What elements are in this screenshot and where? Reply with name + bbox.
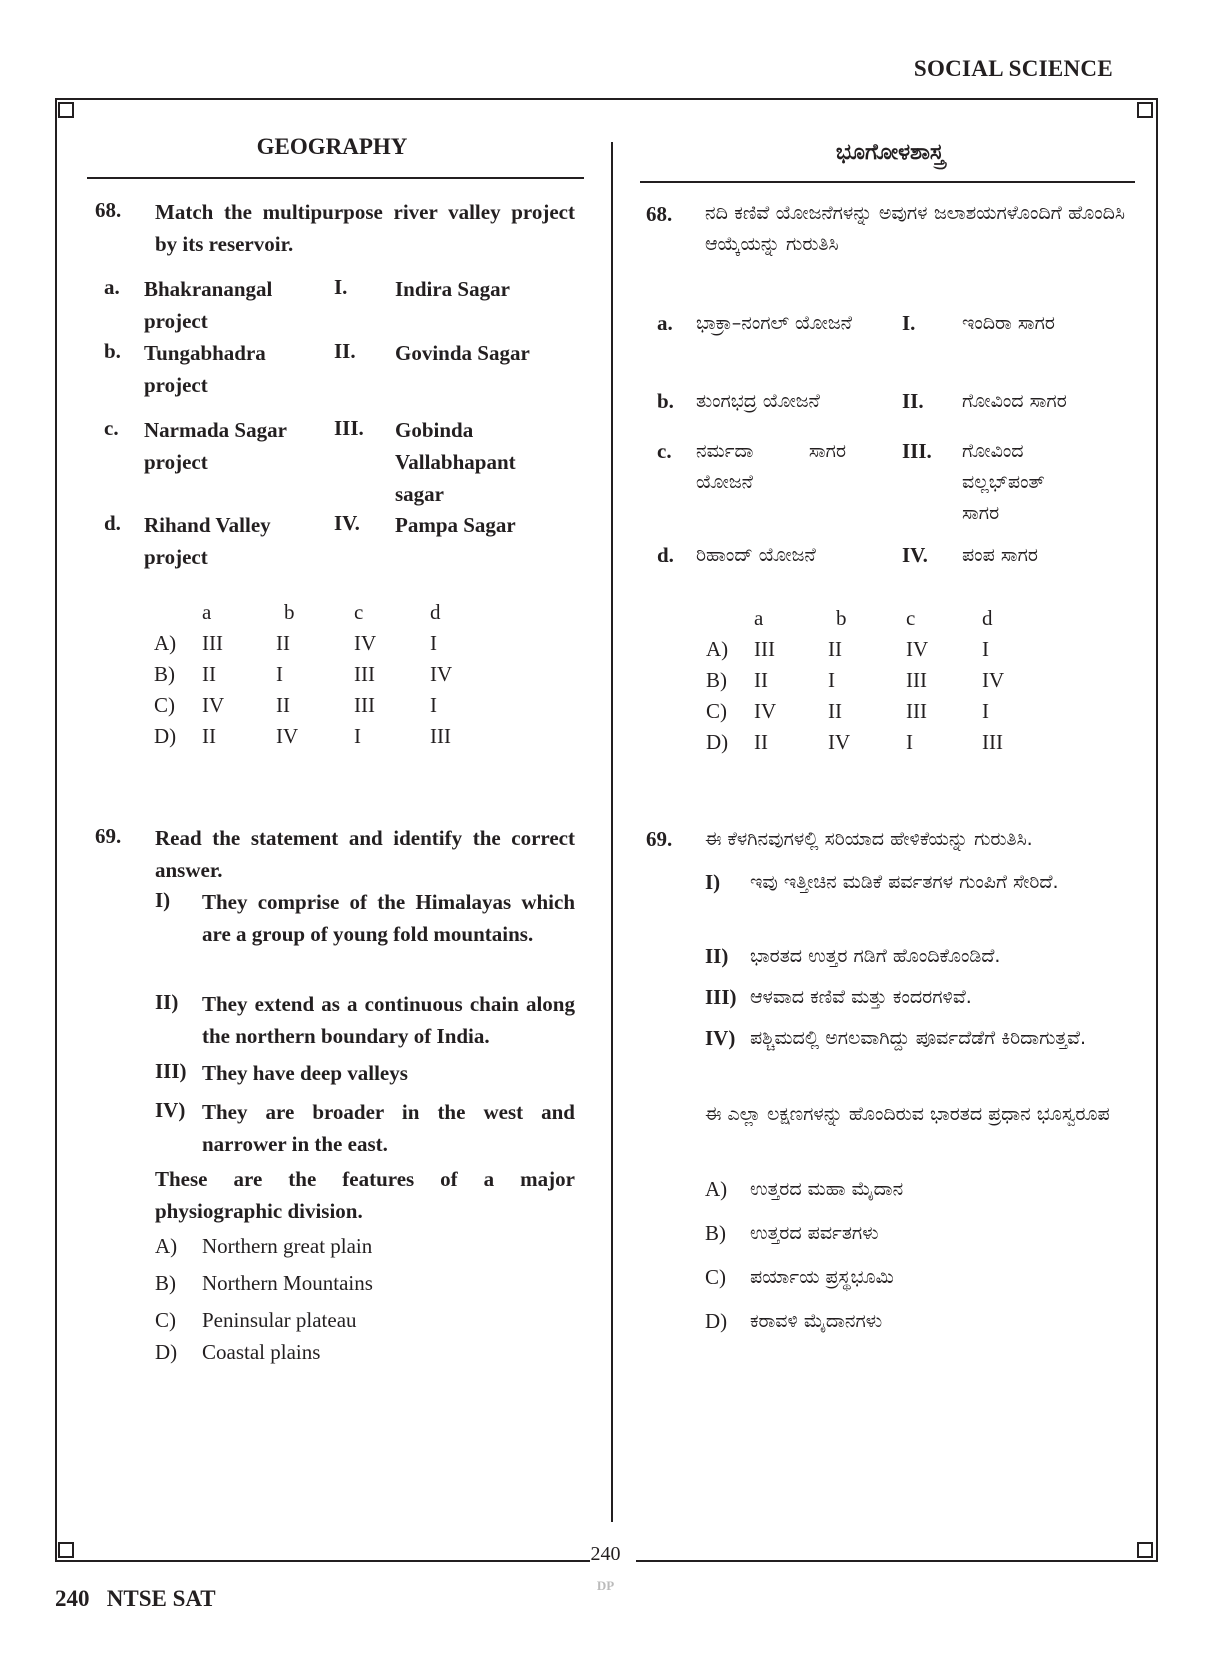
statement-label: IV): [155, 1098, 186, 1122]
pair-match: ಇಂದಿರಾ ಸಾಗರ: [962, 312, 1055, 334]
option-text: Coastal plains: [202, 1340, 321, 1364]
pair-match: Indira Sagar: [395, 277, 510, 301]
option-label: C): [705, 1265, 726, 1289]
pair-item: ರಿಹಾಂದ್ ಯೋಜನೆ: [696, 544, 816, 566]
option-label: C): [155, 1308, 176, 1332]
option-value: III: [354, 693, 375, 717]
option-label: A): [705, 1177, 728, 1201]
question-text: Match the multipurpose river valley project by its reservoir.: [155, 200, 575, 256]
option-label: B): [154, 662, 175, 686]
answer-option[interactable]: [706, 637, 1026, 668]
answer-grid: [706, 606, 1026, 761]
pair-item: Rihand Valley project: [144, 513, 271, 569]
frame-corner-ornament: [1137, 102, 1153, 118]
option-value: I: [828, 668, 835, 692]
statement-label: I): [705, 870, 721, 894]
statement-text: They extend as a continuous chain along the northern boundary of India.: [202, 992, 575, 1048]
option-label: C): [154, 693, 175, 717]
option-label: A): [155, 1234, 178, 1258]
question-number: 69.: [95, 824, 122, 848]
pair-roman: III.: [334, 416, 364, 440]
pair-match: ಗೋವಿಂದ ಸಾಗರ: [962, 390, 1067, 412]
option-label: B): [705, 1221, 726, 1245]
option-text: Peninsular plateau: [202, 1308, 357, 1332]
kannada-title-rule: [640, 181, 1135, 183]
grid-col-label: a: [754, 606, 764, 630]
pair-item: ತುಂಗಭದ್ರ ಯೋಜನೆ: [696, 390, 820, 412]
option-value: III: [354, 662, 375, 686]
option-label: C): [706, 699, 727, 723]
option-text: ಉತ್ತರದ ಪರ್ವತಗಳು: [750, 1222, 879, 1244]
page-number: 240: [590, 1543, 621, 1565]
option-label: D): [705, 1309, 728, 1333]
option-value: III: [754, 637, 775, 661]
statement-text: ಇವು ಇತ್ತೀಚಿನ ಮಡಿಕೆ ಪರ್ವತಗಳ ಗುಂಪಿಗೆ ಸೇರಿದೆ.: [750, 871, 1059, 893]
option-value: II: [276, 693, 290, 717]
statement-text: They have deep valleys: [202, 1061, 408, 1085]
pair-roman: I.: [334, 275, 348, 299]
kannada-section-title: ಭೂಗೋಳಶಾಸ್ತ್ರ: [835, 140, 945, 165]
watermark-text: DP: [596, 1578, 615, 1593]
pair-roman: IV.: [334, 511, 360, 535]
statement-text: They are broader in the west and narrower in the east.: [202, 1100, 575, 1156]
pair-item: ನರ್ಮದಾ ಸಾಗರ ಯೋಜನೆ: [696, 440, 846, 493]
question-number: 68.: [95, 198, 122, 222]
pair-roman: II.: [902, 389, 924, 413]
option-value: IV: [906, 637, 929, 661]
grid-col-label: a: [202, 600, 212, 624]
option-value: III: [982, 730, 1003, 754]
answer-option[interactable]: [154, 662, 474, 693]
option-value: II: [754, 730, 768, 754]
option-value: III: [430, 724, 451, 748]
grid-col-label: d: [982, 606, 993, 630]
pair-letter: b.: [657, 389, 674, 413]
question-conclusion: These are the features of a major physiographic division.: [155, 1167, 575, 1223]
grid-col-label: b: [284, 600, 295, 624]
option-value: III: [906, 668, 927, 692]
option-value: I: [276, 662, 283, 686]
option-value: IV: [276, 724, 299, 748]
pair-match: Gobinda Vallabhapant sagar: [395, 418, 516, 506]
question-text: ಈ ಕೆಳಗಿನವುಗಳಲ್ಲಿ ಸರಿಯಾದ ಹೇಳಿಕೆಯನ್ನು ಗುರುತಿಸಿ.: [705, 828, 1033, 850]
statement-text: ಆಳವಾದ ಕಣಿವೆ ಮತ್ತು ಕಂದರಗಳಿವೆ.: [750, 986, 972, 1008]
pair-item: Tungabhadra project: [144, 341, 266, 397]
option-label: A): [154, 631, 177, 655]
grid-header-row: [154, 600, 474, 631]
option-value: I: [982, 699, 989, 723]
pair-letter: a.: [657, 311, 673, 335]
answer-grid: [154, 600, 474, 755]
english-section-title: GEOGRAPHY: [256, 134, 408, 159]
grid-header-row: [706, 606, 1026, 637]
column-divider: [611, 142, 613, 1522]
option-label: B): [706, 668, 727, 692]
pair-item: Bhakranangal project: [144, 277, 273, 333]
statement-text: They comprise of the Himalayas which are a group of young fold mountains.: [202, 890, 575, 946]
answer-option[interactable]: [154, 693, 474, 724]
option-value: II: [276, 631, 290, 655]
question-number: 68.: [646, 202, 673, 226]
answer-option[interactable]: [154, 724, 474, 755]
statement-label: III): [705, 985, 737, 1009]
option-text: Northern great plain: [202, 1234, 373, 1258]
statement-label: III): [155, 1059, 187, 1083]
option-value: I: [354, 724, 361, 748]
answer-option[interactable]: [154, 631, 474, 662]
question-number: 69.: [646, 827, 673, 851]
grid-col-label: d: [430, 600, 441, 624]
option-value: IV: [982, 668, 1005, 692]
statement-label: I): [155, 888, 171, 912]
question-text: Read the statement and identify the correct answer.: [155, 826, 575, 882]
question-conclusion: ಈ ಎಲ್ಲಾ ಲಕ್ಷಣಗಳನ್ನು ಹೊಂದಿರುವ ಭಾರತದ ಪ್ರಧಾನ ಭೂಸ್ವರೂಪ: [705, 1103, 1110, 1125]
statement-label: IV): [705, 1026, 736, 1050]
pair-roman: I.: [902, 311, 916, 335]
pair-item: ಭಾಕ್ರಾ–ನಂಗಲ್ ಯೋಜನೆ: [696, 312, 852, 334]
option-value: II: [202, 662, 216, 686]
pair-match: ಗೋವಿಂದ ವಲ್ಲಭ್‌ಪಂತ್ ಸಾಗರ: [962, 440, 1045, 524]
english-title-rule: [87, 177, 584, 179]
option-value: II: [828, 637, 842, 661]
option-value: II: [828, 699, 842, 723]
statement-label: II): [155, 990, 179, 1014]
option-value: II: [202, 724, 216, 748]
pair-match: Pampa Sagar: [395, 513, 516, 537]
option-value: I: [982, 637, 989, 661]
option-text: ಉತ್ತರದ ಮಹಾ ಮೈದಾನ: [750, 1178, 904, 1200]
statement-label: II): [705, 944, 729, 968]
answer-option[interactable]: [706, 668, 1026, 699]
pair-match: Govinda Sagar: [395, 341, 530, 365]
option-value: I: [430, 631, 437, 655]
option-value: III: [202, 631, 223, 655]
pair-letter: d.: [657, 543, 674, 567]
statement-text: ಭಾರತದ ಉತ್ತರ ಗಡಿಗೆ ಹೊಂದಿಕೊಂಡಿದೆ.: [750, 945, 1001, 967]
statement-text: ಪಶ್ಚಿಮದಲ್ಲಿ ಅಗಲವಾಗಿದ್ದು ಪೂರ್ವದೆಡೆಗೆ ಕಿರಿದಾಗುತ್ತವೆ.: [750, 1027, 1087, 1049]
option-value: I: [430, 693, 437, 717]
pair-match: ಪಂಪ ಸಾಗರ: [962, 544, 1038, 566]
option-value: III: [906, 699, 927, 723]
grid-col-label: b: [836, 606, 847, 630]
option-text: ಪರ್ಯಾಯ ಪ್ರಸ್ಥಭೂಮಿ: [750, 1266, 894, 1288]
option-label: A): [706, 637, 729, 661]
option-text: ಕರಾವಳಿ ಮೈದಾನಗಳು: [750, 1310, 883, 1332]
answer-option[interactable]: [706, 730, 1026, 761]
question-text: ನದಿ ಕಣಿವೆ ಯೋಜನೆಗಳನ್ನು ಅವುಗಳ ಜಲಾಶಯಗಳೊಂದಿಗೆ ಹೊಂದಿಸಿ ಆಯ್ಕೆಯನ್ನು ಗುರುತಿಸಿ: [705, 202, 1125, 255]
option-value: II: [754, 668, 768, 692]
pair-item: Narmada Sagar project: [144, 418, 287, 474]
option-label: D): [155, 1340, 178, 1364]
grid-col-label: c: [906, 606, 916, 630]
pair-letter: b.: [104, 339, 121, 363]
subject-header: SOCIAL SCIENCE: [913, 56, 1113, 81]
option-value: IV: [430, 662, 453, 686]
pair-letter: c.: [104, 416, 119, 440]
option-value: IV: [202, 693, 225, 717]
option-text: Northern Mountains: [202, 1271, 373, 1295]
pair-letter: c.: [657, 439, 672, 463]
book-footer: 240 NTSE SAT: [55, 1586, 216, 1611]
pair-letter: a.: [104, 275, 120, 299]
pair-roman: II.: [334, 339, 356, 363]
pair-letter: d.: [104, 511, 121, 535]
grid-col-label: c: [354, 600, 364, 624]
answer-option[interactable]: [706, 699, 1026, 730]
option-value: IV: [754, 699, 777, 723]
pair-roman: III.: [902, 439, 932, 463]
option-value: IV: [354, 631, 377, 655]
pair-roman: IV.: [902, 543, 928, 567]
option-value: IV: [828, 730, 851, 754]
option-label: B): [155, 1271, 176, 1295]
option-label: D): [706, 730, 729, 754]
option-label: D): [154, 724, 177, 748]
option-value: I: [906, 730, 913, 754]
frame-corner-ornament: [58, 102, 74, 118]
